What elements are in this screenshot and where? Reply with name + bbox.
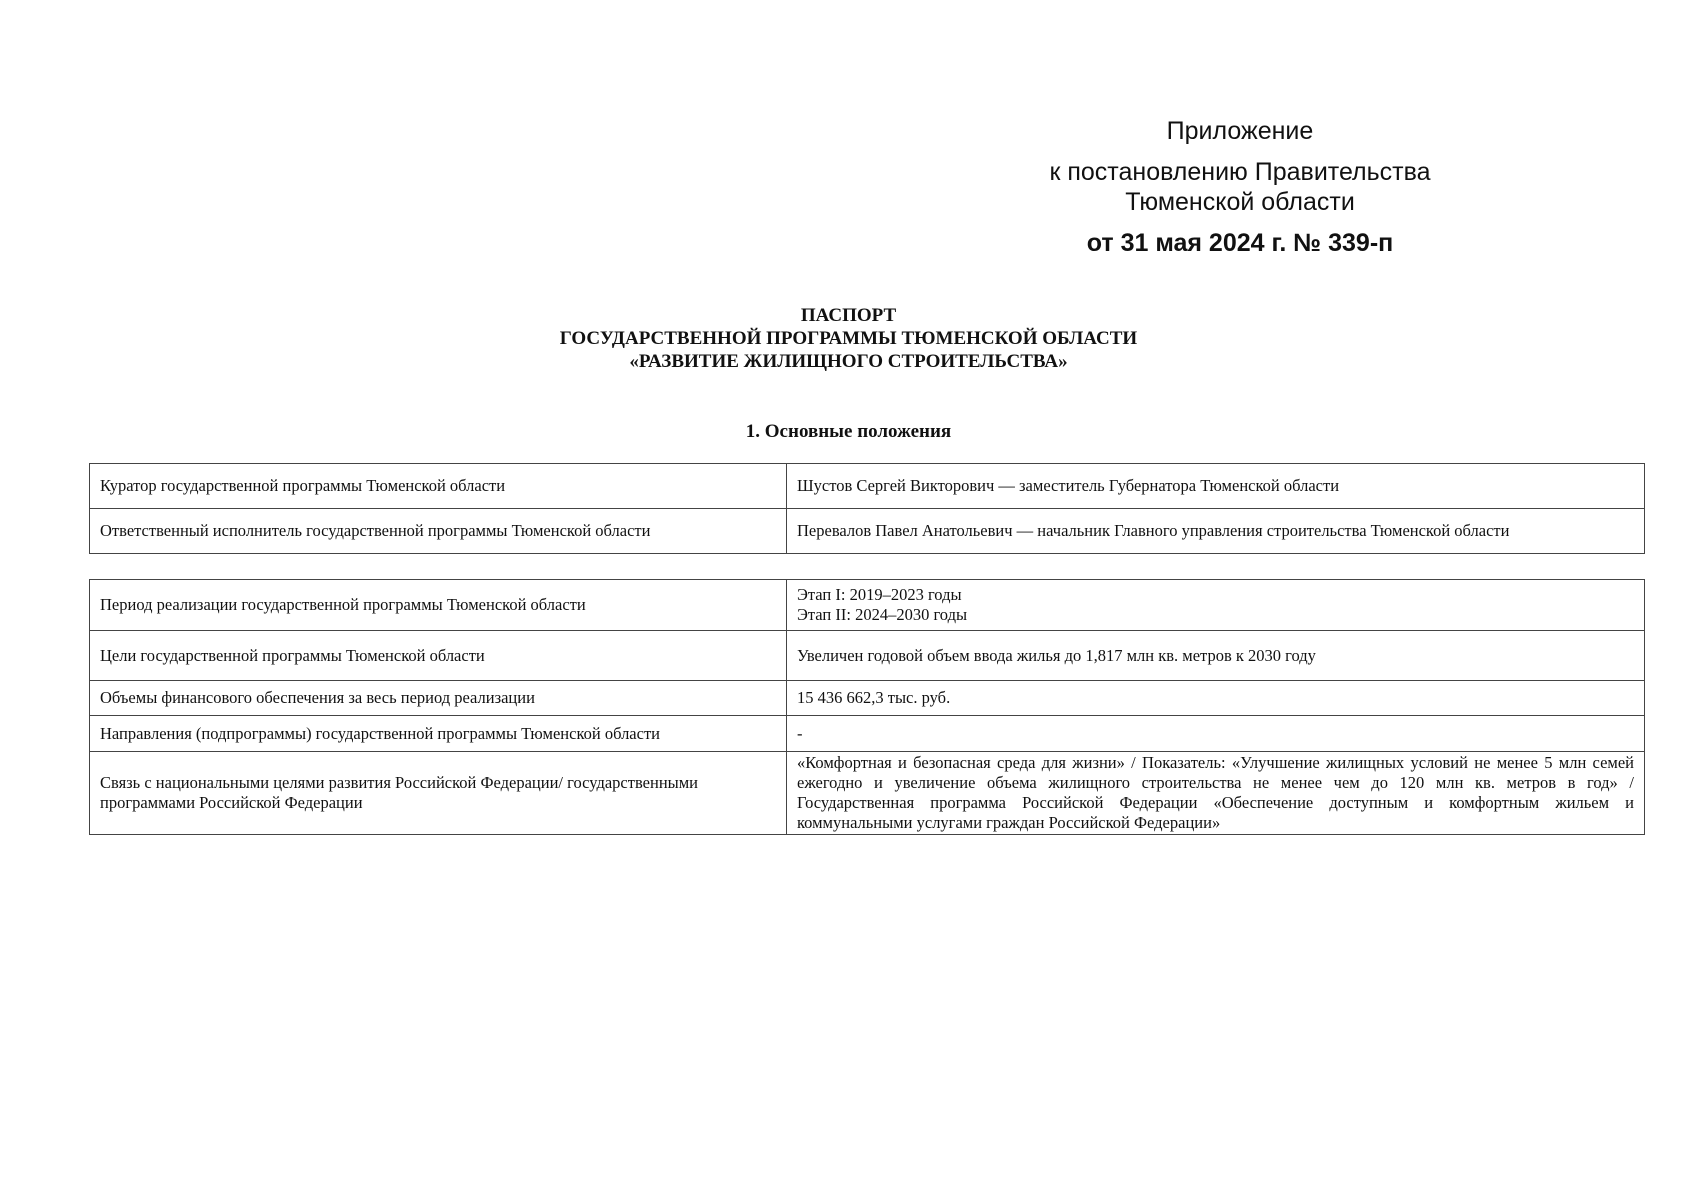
table-cell-label: Период реализации государственной программы Тюменской области [90,580,787,631]
passport-table-responsible [89,463,1645,554]
appendix-decree-line1: к постановлению Правительства [1049,158,1431,186]
table-cell-value: «Комфортная и безопасная среда для жизни» / Показатель: «Улучшение жилищных условий не менее 5 млн семей ежегодно и увеличение объема жилищного строительства не менее чем до 120 млн кв. метров в год» / Государственная программа Российской Федерации «Обеспечение доступным и комфортным жильем и коммунальными услугами граждан Российской Федерации» [787,752,1645,835]
table-cell-label: Ответственный исполнитель государственной программы Тюменской области [90,509,787,554]
table-row [90,752,1645,835]
appendix-date-number: от 31 мая 2024 г. № 339-п [1086,229,1394,257]
table-cell-value: 15 436 662,3 тыс. руб. [787,681,1645,716]
document-heading-program: ГОСУДАРСТВЕННОЙ ПРОГРАММЫ ТЮМЕНСКОЙ ОБЛАСТИ [559,328,1138,349]
table-cell-value [787,580,1645,631]
table-row [90,509,1645,554]
table-cell-value: Увеличен годовой объем ввода жилья до 1,817 млн кв. метров к 2030 году [787,631,1645,681]
document-heading-passport: ПАСПОРТ [800,305,897,326]
table-cell-value: Шустов Сергей Викторович — заместитель Губернатора Тюменской области [787,464,1645,509]
table-row [90,681,1645,716]
table-row [90,464,1645,509]
appendix-decree-line2: Тюменской области [1125,188,1355,216]
table-cell-value: Перевалов Павел Анатольевич — начальник Главного управления строительства Тюменской области [787,509,1645,554]
table-row [90,716,1645,752]
table-cell-label: Цели государственной программы Тюменской области [90,631,787,681]
table-cell-label: Куратор государственной программы Тюменской области [90,464,787,509]
appendix-title: Приложение [1166,117,1314,145]
table-cell-label: Объемы финансового обеспечения за весь период реализации [90,681,787,716]
passport-table-main [89,579,1645,835]
table-cell-value: - [787,716,1645,752]
section-title: 1. Основные положения [745,421,952,442]
table-row [90,580,1645,631]
document-heading-program-name: «РАЗВИТИЕ ЖИЛИЩНОГО СТРОИТЕЛЬСТВА» [629,351,1068,372]
stage-1-text: Этап I: 2019–2023 годы [797,585,962,604]
table-cell-label: Связь с национальными целями развития Российской Федерации/ государственными программами Российской Федерации [90,752,787,835]
stage-2-text: Этап II: 2024–2030 годы [797,605,968,624]
table-cell-label: Направления (подпрограммы) государственной программы Тюменской области [90,716,787,752]
table-row [90,631,1645,681]
